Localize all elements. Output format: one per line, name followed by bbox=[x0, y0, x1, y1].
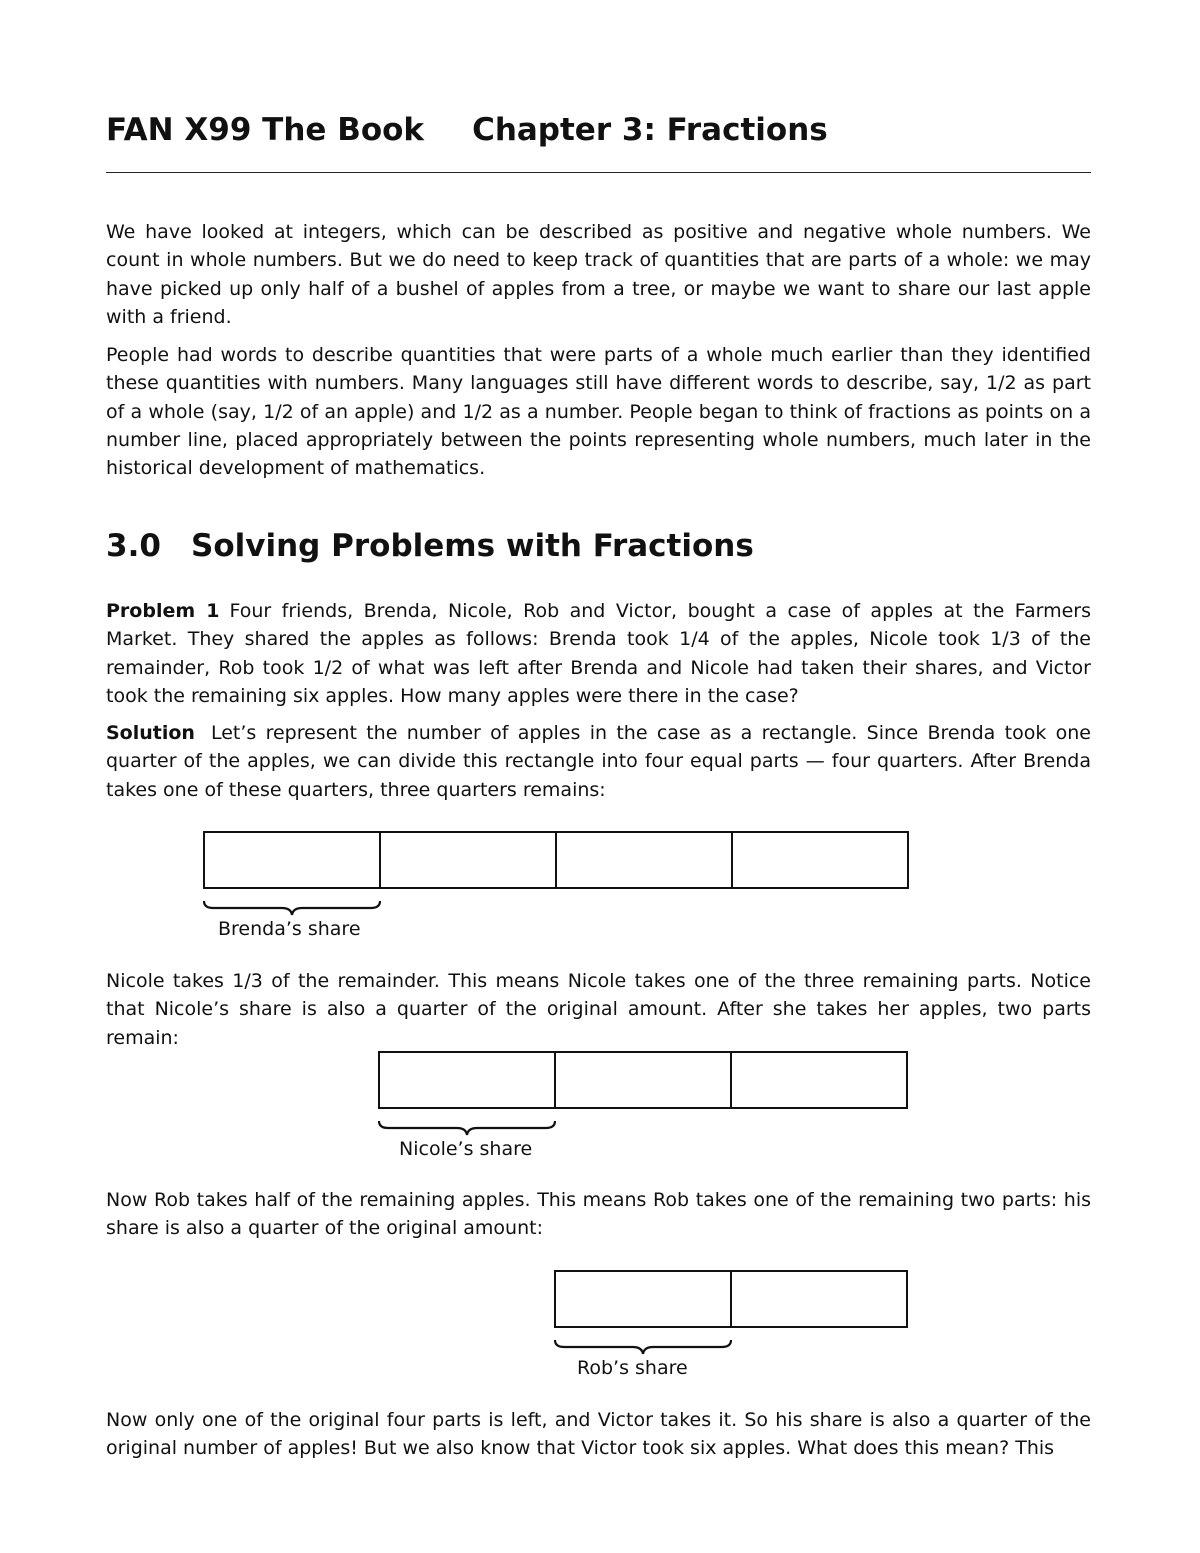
rob-share-label: Rob’s share bbox=[577, 1357, 688, 1379]
problem-label: Problem 1 bbox=[106, 600, 220, 622]
rectangle-part bbox=[378, 1051, 556, 1109]
rectangle-part bbox=[203, 831, 381, 889]
intro-paragraph-1: We have looked at integers, which can be described as positive and negative whole numbers. We count in whole numbers. But we do need to keep track of quantities that are parts of a whole: we may have picked up only half of a bushel of apples from a tree, or maybe we want to share our last apple with a friend. bbox=[106, 221, 1091, 328]
solution-label: Solution bbox=[106, 722, 195, 744]
rectangle-part bbox=[731, 831, 909, 889]
chapter-title: Chapter 3: Fractions bbox=[472, 112, 828, 148]
underbrace-icon bbox=[203, 899, 381, 917]
section-heading bbox=[106, 528, 754, 564]
rectangle-part bbox=[555, 831, 733, 889]
intro-paragraph-2: People had words to describe quantities that were parts of a whole much earlier than they identified these quantities with numbers. Many languages still have different words to describe, say, 1/2 as part of a whole (say, 1/2 of an apple) and 1/2 as a number. People began to think of fractions as points on a number line, placed appropriately between the points representing whole numbers, much later in the historical development of mathematics. bbox=[106, 344, 1091, 480]
rectangle-part bbox=[730, 1051, 908, 1109]
solution-text: Let’s represent the number of apples in the case as a rectangle. Since Brenda took one quarter of the apples, we can divide this rectangle into four equal parts — four quarters. After Brenda takes one of these quarters, three quarters remains: bbox=[106, 722, 1091, 801]
problem-paragraph bbox=[106, 597, 1091, 710]
victor-paragraph: Now only one of the original four parts is left, and Victor takes it. So his share is also a quarter of the original number of apples! But we also know that Victor took six apples. What does this mean? This bbox=[106, 1409, 1091, 1460]
rob-paragraph: Now Rob takes half of the remaining apples. This means Rob takes one of the remaining two parts: his share is also a quarter of the original amount: bbox=[106, 1189, 1091, 1240]
brenda-share-label: Brenda’s share bbox=[218, 918, 361, 940]
book-title: FAN X99 The Book bbox=[106, 112, 425, 148]
rectangle-part bbox=[554, 1051, 732, 1109]
rectangle-part bbox=[379, 831, 557, 889]
solution-paragraph bbox=[106, 719, 1091, 804]
problem-text: Four friends, Brenda, Nicole, Rob and Victor, bought a case of apples at the Farmers Market. They shared the apples as follows: Brenda took 1/4 of the apples, Nicole took 1/3 of the remainder, Rob took 1/2 of what was left after Brenda and Nicole had taken their shares, and Victor took the remaining six apples. How many apples were there in the case? bbox=[106, 600, 1092, 707]
rectangle-part bbox=[554, 1270, 732, 1328]
page-header bbox=[106, 112, 828, 148]
rectangle-part bbox=[730, 1270, 908, 1328]
nicole-paragraph: Nicole takes 1/3 of the remainder. This means Nicole takes one of the three remaining parts. Notice that Nicole’s share is also a quarter of the original amount. After she takes her apples, two parts remain: bbox=[106, 970, 1091, 1049]
nicole-share-label: Nicole’s share bbox=[399, 1138, 533, 1160]
section-title: Solving Problems with Fractions bbox=[191, 528, 754, 564]
underbrace-icon bbox=[378, 1119, 556, 1137]
header-rule bbox=[106, 172, 1091, 173]
underbrace-icon bbox=[554, 1338, 732, 1356]
section-number: 3.0 bbox=[106, 528, 161, 564]
